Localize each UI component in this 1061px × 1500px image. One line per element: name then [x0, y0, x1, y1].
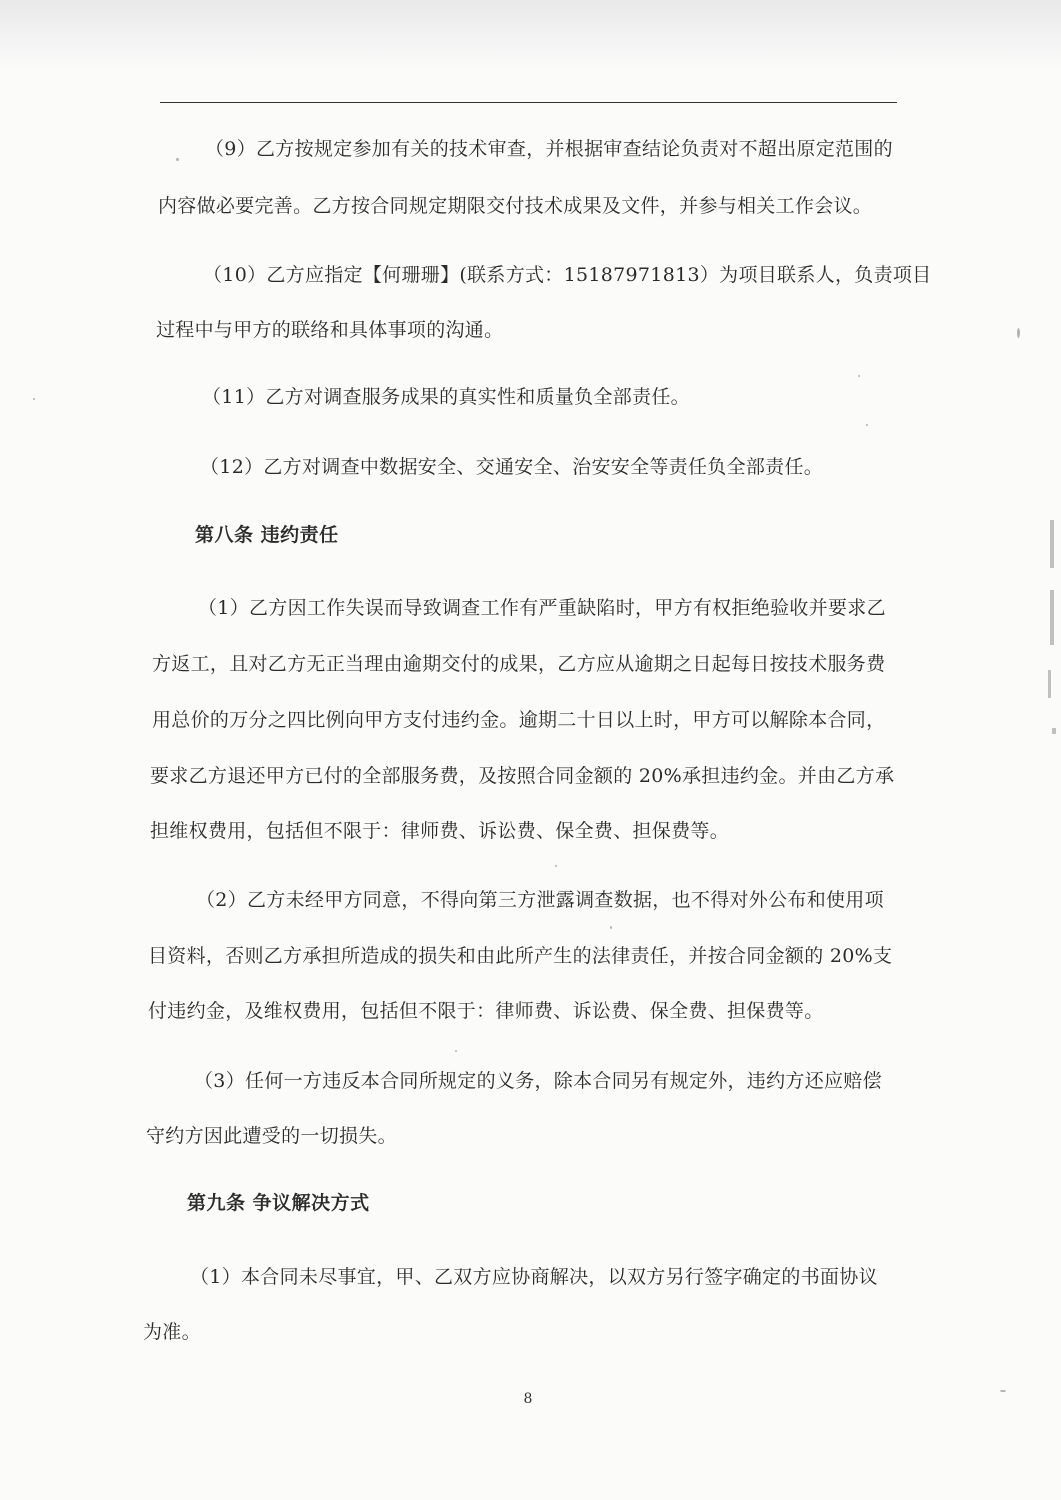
scan-speck — [866, 424, 868, 426]
article-8-p1-line-2: 方返工，且对乙方无正当理由逾期交付的成果，乙方应从逾期之日起每日按技术服务费 — [152, 653, 886, 675]
article-9-p1-line-2: 为准。 — [143, 1321, 201, 1343]
clause-10-line-2: 过程中与甲方的联络和具体事项的沟通。 — [156, 319, 504, 341]
header-rule — [160, 102, 897, 103]
article-8-p2-line-1: （2）乙方未经甲方同意，不得向第三方泄露调查数据，也不得对外公布和使用项 — [196, 889, 884, 911]
scan-speck — [176, 158, 179, 161]
article-8-p1-line-5: 担维权费用，包括但不限于：律师费、诉讼费、保全费、担保费等。 — [150, 820, 730, 842]
scan-speck — [858, 375, 860, 377]
clause-11-line-1: （11）乙方对调查服务成果的真实性和质量负全部责任。 — [202, 386, 690, 408]
clause-9-line-1: （9）乙方按规定参加有关的技术审查，并根据审查结论负责对不超出原定范围的 — [205, 138, 893, 160]
scan-speck — [1017, 328, 1020, 338]
article-8-heading: 第八条 违约责任 — [195, 524, 339, 546]
scan-speck — [33, 398, 35, 400]
scan-edge-mark — [1052, 728, 1056, 734]
article-8-p2-line-2: 目资料，否则乙方承担所造成的损失和由此所产生的法律责任，并按合同金额的 20%支 — [148, 945, 893, 967]
scan-shadow — [0, 0, 1061, 70]
scan-edge-mark — [1048, 670, 1051, 698]
scan-edge-mark — [1050, 520, 1054, 568]
scan-edge-mark — [1050, 590, 1054, 645]
article-8-p3-line-2: 守约方因此遭受的一切损失。 — [146, 1125, 397, 1147]
article-8-p3-line-1: （3）任何一方违反本合同所规定的义务，除本合同另有规定外，违约方还应赔偿 — [194, 1070, 882, 1092]
article-8-p1-line-4: 要求乙方退还甲方已付的全部服务费，及按照合同金额的 20%承担违约金。并由乙方承 — [150, 765, 895, 787]
scan-speck — [1000, 1390, 1006, 1392]
article-8-p1-line-1: （1）乙方因工作失误而导致调查工作有严重缺陷时，甲方有权拒绝验收并要求乙 — [198, 597, 886, 619]
article-8-p2-line-3: 付违约金，及维权费用，包括但不限于：律师费、诉讼费、保全费、担保费等。 — [148, 1000, 824, 1022]
article-8-p1-line-3: 用总价的万分之四比例向甲方支付违约金。逾期二十日以上时，甲方可以解除本合同， — [152, 709, 886, 731]
article-9-p1-line-1: （1）本合同未尽事宜，甲、乙双方应协商解决，以双方另行签字确定的书面协议 — [190, 1266, 878, 1288]
scan-speck — [455, 1050, 457, 1052]
clause-10-line-1: （10）乙方应指定【何珊珊】(联系方式：15187971813）为项目联系人，负责项目 — [203, 264, 932, 286]
clause-12-line-1: （12）乙方对调查中数据安全、交通安全、治安安全等责任负全部责任。 — [200, 456, 824, 478]
article-9-heading: 第九条 争议解决方式 — [187, 1192, 370, 1214]
scan-speck — [610, 926, 612, 929]
scan-speck — [555, 865, 557, 867]
clause-9-line-2: 内容做必要完善。乙方按合同规定期限交付技术成果及文件，并参与相关工作会议。 — [158, 195, 873, 217]
page-number: 8 — [523, 1391, 533, 1407]
